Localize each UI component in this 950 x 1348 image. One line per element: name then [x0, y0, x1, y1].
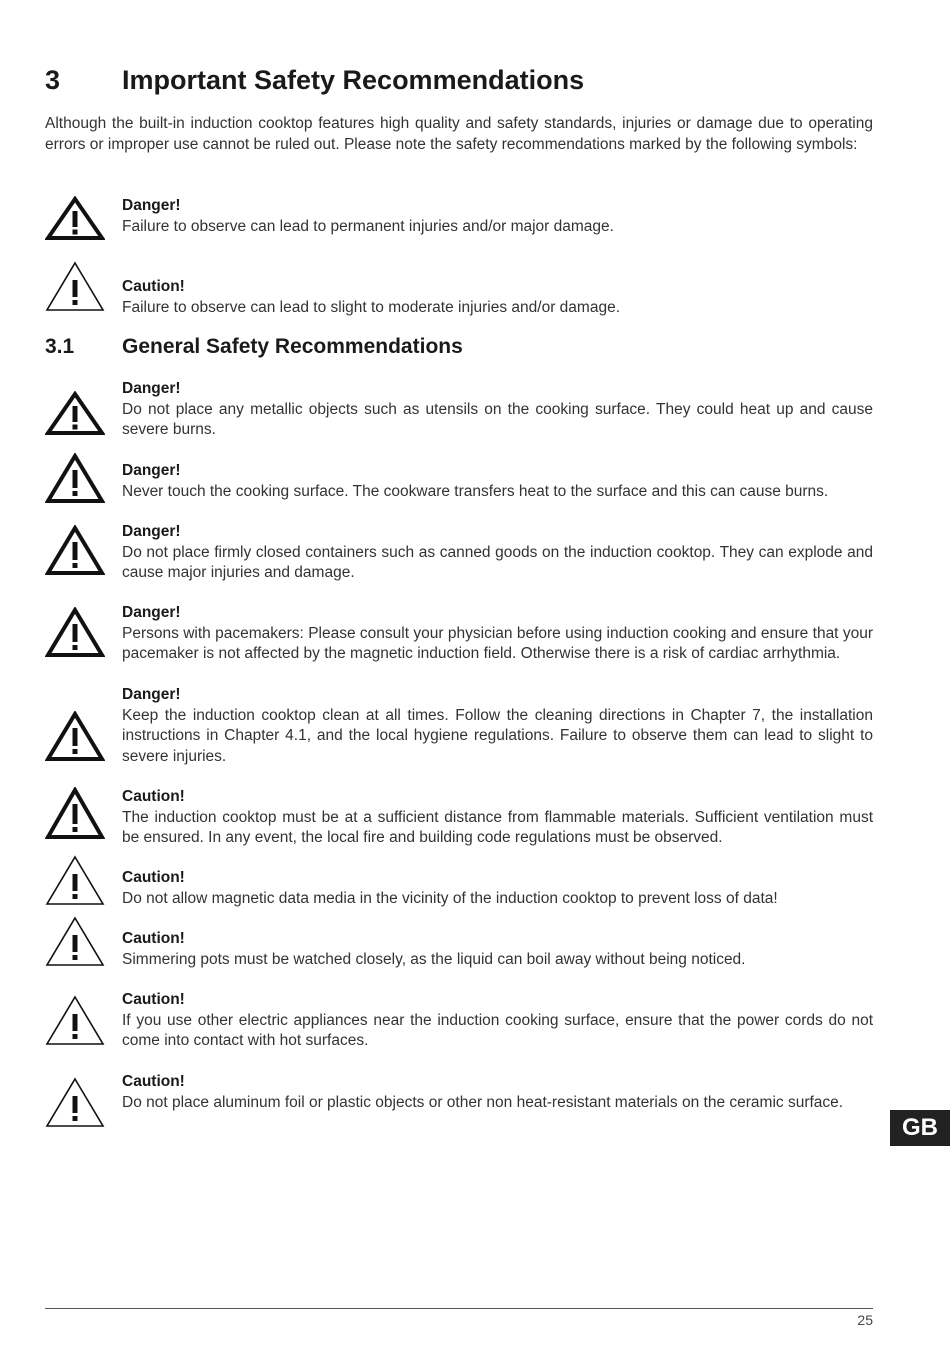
note-text: Do not place aluminum foil or plastic objects or other non heat-resistant materials on the ceramic surface. [122, 1093, 844, 1111]
note-text: Do not allow magnetic data media in the vicinity of the induction cooktop to prevent loss of data! [122, 889, 778, 907]
note-title: Caution! [122, 930, 185, 947]
danger-warning-triangle-icon [45, 453, 105, 505]
subsection-number: 3.1 [45, 335, 75, 358]
note-text: The induction cooktop must be at a sufficient distance from flammable materials. Sufficient ventilation must be ensured. In any event, the local fire and building code regulations must be observed. [122, 808, 873, 846]
danger-warning-triangle-icon [45, 391, 105, 443]
caution-warning-triangle-icon [45, 260, 105, 312]
caution-warning-triangle-icon [45, 1076, 105, 1128]
danger-warning-triangle-icon [45, 525, 105, 577]
section-heading [45, 62, 584, 98]
note-title: Danger! [122, 462, 181, 479]
note-text: Do not place any metallic objects such as utensils on the cooking surface. They could heat up and cause severe burns. [122, 400, 873, 438]
note-text: Persons with pacemakers: Please consult your physician before using induction cooking and ensure that your pacemaker is not affected by the magnetic induction field. Otherwise there is a risk of cardiac arrhythmia. [122, 624, 873, 662]
intro-paragraph: Although the built-in induction cooktop features high quality and safety standards, injuries or damage due to operating errors or improper use cannot be ruled out. Please note the safety recommendations marked by the following symbols: [45, 115, 873, 153]
danger-warning-triangle-icon [45, 196, 105, 248]
note-text: Failure to observe can lead to permanent injuries and/or major damage. [122, 217, 614, 235]
caution-warning-triangle-icon [45, 994, 105, 1046]
note-title: Caution! [122, 1073, 185, 1090]
caution-warning-triangle-icon [45, 915, 105, 967]
note-title: Danger! [122, 523, 181, 540]
note-text: Failure to observe can lead to slight to moderate injuries and/or damage. [122, 298, 621, 316]
note-title: Caution! [122, 788, 185, 805]
note-title: Caution! [122, 278, 185, 295]
caution-warning-triangle-icon [45, 854, 105, 906]
note-text: Keep the induction cooktop clean at all times. Follow the cleaning directions in Chapter 7, the installation instructions in Chapter 4.1, and the local hygiene regulations. Failure to observe them can lead to slight to severe injuries. [122, 706, 873, 765]
page-number: 25 [857, 1312, 873, 1328]
note-text: Do not place firmly closed containers such as canned goods on the induction cooktop. They can explode and cause major injuries and damage. [122, 543, 873, 581]
note-title: Danger! [122, 380, 181, 397]
subsection-title: General Safety Recommendations [122, 335, 463, 358]
note-title: Danger! [122, 197, 181, 214]
note-title: Caution! [122, 869, 185, 886]
note-title: Danger! [122, 604, 181, 621]
note-title: Danger! [122, 686, 181, 703]
note-text: Simmering pots must be watched closely, as the liquid can boil away without being noticed. [122, 950, 746, 968]
language-tab: GB [890, 1110, 950, 1146]
footer-divider [45, 1308, 873, 1309]
danger-warning-triangle-icon [45, 787, 105, 839]
note-text: If you use other electric appliances near the induction cooking surface, ensure that the power cords do not come into contact with hot surfaces. [122, 1011, 873, 1049]
subsection-heading [45, 332, 463, 362]
note-title: Caution! [122, 991, 185, 1008]
danger-warning-triangle-icon [45, 607, 105, 659]
danger-warning-triangle-icon [45, 711, 105, 763]
note-text: Never touch the cooking surface. The cookware transfers heat to the surface and this can cause burns. [122, 482, 829, 500]
section-title: Important Safety Recommendations [122, 65, 585, 95]
section-number: 3 [45, 65, 61, 95]
